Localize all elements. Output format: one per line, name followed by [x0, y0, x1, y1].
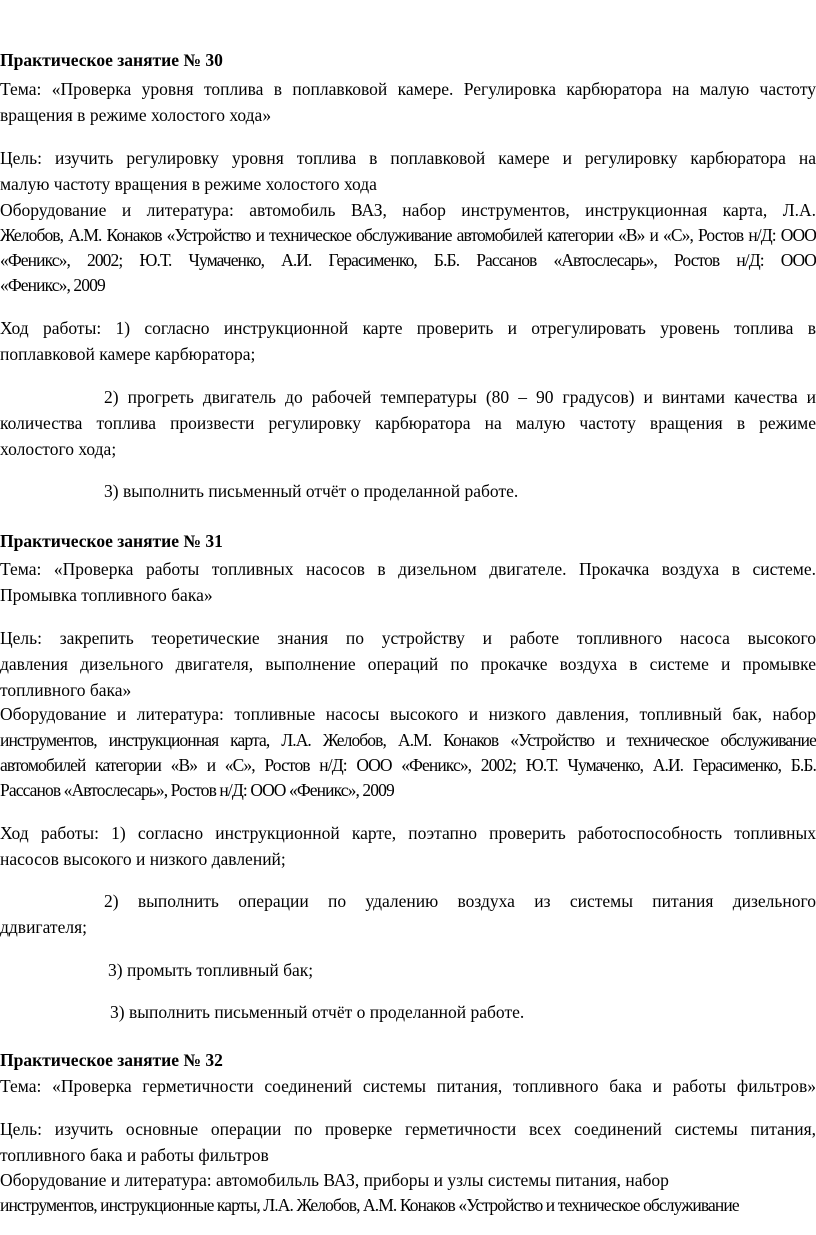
lesson-31-step-3: 3) промыть топливный бак; — [108, 960, 314, 980]
lesson-31-equipment-line-4: Рассанов «Автослесарь», Ростов н/Д: ООО «Феникс», 2009 — [0, 780, 394, 800]
lesson-31-equipment-line-3: автомобилей категории «В» и «С», Ростов н/Д: ООО «Феникс», 2002; Ю.Т. Чумаченко, А.И. Герасименко, Б.Б. — [0, 755, 816, 775]
lesson-30-topic-line-1: Тема: «Проверка уровня топлива в поплавковой камере. Регулировка карбюратора на малую частоту — [0, 79, 816, 99]
lesson-31-goal-line-1: Цель: закрепить теоретические знания по устройству и работе топливного насоса высокого — [0, 628, 816, 648]
lesson-31-step-4: 3) выполнить письменный отчёт о проделанной работе. — [110, 1002, 525, 1022]
lesson-30-step-2-line-1: 2) прогреть двигатель до рабочей температуры (80 – 90 градусов) и винтами качества и — [104, 387, 816, 407]
lesson-30-goal-line-1: Цель: изучить регулировку уровня топлива в поплавковой камере и регулировку карбюратора на — [0, 148, 816, 168]
lesson-30-step-2-line-3: холостого хода; — [0, 439, 117, 459]
lesson-31-progress-line-2: насосов высокого и низкого давлений; — [0, 849, 286, 869]
lesson-30-progress-line-1: Ход работы: 1) согласно инструкционной карте проверить и отрегулировать уровень топлива в — [0, 318, 816, 338]
lesson-31-step-2-line-1: 2) выполнить операции по удалению воздуха из системы питания дизельного — [104, 891, 816, 911]
lesson-31-equipment-line-2: инструментов, инструкционная карта, Л.А. Желобов, А.М. Конаков «Устройство и техническое обслуживание — [0, 730, 816, 750]
lesson-32-goal-line-1: Цель: изучить основные операции по проверке герметичности всех соединений системы питания, — [0, 1119, 816, 1139]
lesson-30-step-3: 3) выполнить письменный отчёт о проделанной работе. — [104, 481, 519, 501]
lesson-30-topic-line-2: вращения в режиме холостого хода» — [0, 105, 272, 125]
lesson-31-goal-line-3: топливного бака» — [0, 680, 132, 700]
lesson-32-heading: Практическое занятие № 32 — [0, 1050, 223, 1070]
lesson-30-equipment-line-4: «Феникс», 2009 — [0, 275, 105, 295]
lesson-32-goal-line-2: топливного бака и работы фильтров — [0, 1145, 269, 1165]
lesson-31-step-2-line-2: ддвигателя; — [0, 917, 87, 937]
lesson-31-heading: Практическое занятие № 31 — [0, 531, 223, 551]
lesson-30-progress-line-2: поплавковой камере карбюратора; — [0, 344, 256, 364]
lesson-32-topic-line-1: Тема: «Проверка герметичности соединений системы питания, топливного бака и работы фильтров» — [0, 1076, 816, 1096]
lesson-30-heading: Практическое занятие № 30 — [0, 50, 223, 70]
lesson-31-topic-line-2: Промывка топливного бака» — [0, 585, 213, 605]
lesson-30-equipment-line-2: Желобов, А.М. Конаков «Устройство и техническое обслуживание автомобилей категории «В» и «С», Ростов н/Д: ООО — [0, 225, 816, 245]
lesson-31-equipment-line-1: Оборудование и литература: топливные насосы высокого и низкого давления, топливный бак, набор — [0, 704, 816, 724]
lesson-30-step-2-line-2: количества топлива произвести регулировку карбюратора на малую частоту вращения в режиме — [0, 413, 816, 433]
lesson-31-goal-line-2: давления дизельного двигателя, выполнение операций по прокачке воздуха в системе и промывке — [0, 654, 816, 674]
lesson-31-progress-line-1: Ход работы: 1) согласно инструкционной карте, поэтапно проверить работоспособность топливных — [0, 823, 816, 843]
lesson-32-equipment-line-1: Оборудование и литература: автомобильль ВАЗ, приборы и узлы системы питания, набор — [0, 1170, 669, 1190]
lesson-32-equipment-line-2: инструментов, инструкционные карты, Л.А. Желобов, А.М. Конаков «Устройство и техническое обслуживание — [0, 1195, 739, 1215]
lesson-30-goal-line-2: малую частоту вращения в режиме холостого хода — [0, 174, 377, 194]
lesson-30-equipment-line-3: «Феникс», 2002; Ю.Т. Чумаченко, А.И. Герасименко, Б.Б. Рассанов «Автослесарь», Ростов н/Д: ООО — [0, 250, 816, 270]
lesson-30-equipment-line-1: Оборудование и литература: автомобиль ВАЗ, набор инструментов, инструкционная карта, Л.А. — [0, 200, 816, 220]
lesson-31-topic-line-1: Тема: «Проверка работы топливных насосов в дизельном двигателе. Прокачка воздуха в системе. — [0, 559, 816, 579]
